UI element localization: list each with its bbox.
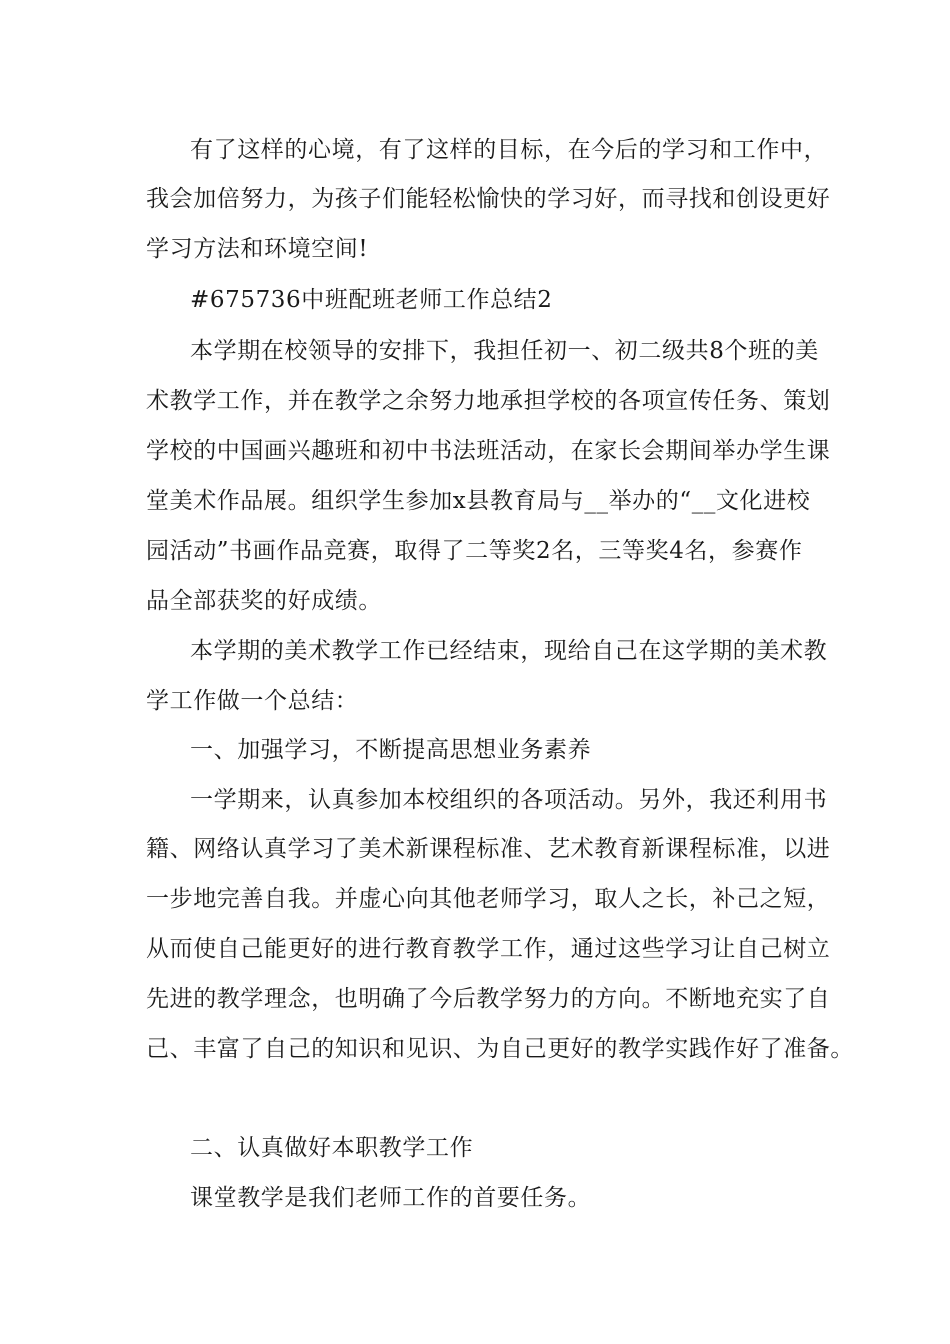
paragraph-2-line-4: 堂美术作品展。组织学生参加x县教育局与__举办的“__文化进校 — [146, 488, 811, 514]
paragraph-3-line-1: 本学期的美术教学工作已经结束，现给自己在这学期的美术教 — [190, 638, 828, 664]
paragraph-5-line-1: 课堂教学是我们老师工作的首要任务。 — [190, 1185, 592, 1211]
section-heading-title: #675736中班配班老师工作总结2 — [190, 287, 553, 313]
paragraph-4-line-4: 从而使自己能更好的进行教育教学工作，通过这些学习让自己树立 — [146, 936, 831, 962]
paragraph-4-line-6: 己、丰富了自己的知识和见识、为自己更好的教学实践作好了准备。 — [146, 1036, 854, 1062]
paragraph-2-line-1: 本学期在校领导的安排下，我担任初一、初二级共8个班的美 — [190, 338, 819, 364]
paragraph-1-line-3: 学习方法和环境空间! — [146, 236, 369, 262]
paragraph-4-line-5: 先进的教学理念，也明确了今后教学努力的方向。不断地充实了自 — [146, 986, 831, 1012]
paragraph-3-line-2: 学工作做一个总结： — [146, 688, 359, 714]
paragraph-2-line-2: 术教学工作，并在教学之余努力地承担学校的各项宣传任务、策划 — [146, 388, 831, 414]
subheading-1: 一、加强学习，不断提高思想业务素养 — [190, 737, 592, 763]
paragraph-4-line-3: 一步地完善自我。并虚心向其他老师学习，取人之长，补己之短， — [146, 886, 831, 912]
paragraph-2-line-6: 品全部获奖的好成绩。 — [146, 588, 382, 614]
paragraph-1-line-2: 我会加倍努力，为孩子们能轻松愉快的学习好，而寻找和创设更好 — [146, 186, 831, 212]
paragraph-1-line-1: 有了这样的心境，有了这样的目标，在今后的学习和工作中， — [190, 137, 828, 163]
paragraph-4-line-2: 籍、网络认真学习了美术新课程标准、艺术教育新课程标准，以进 — [146, 836, 831, 862]
paragraph-4-line-1: 一学期来，认真参加本校组织的各项活动。另外，我还利用书 — [190, 787, 828, 813]
subheading-2: 二、认真做好本职教学工作 — [190, 1135, 474, 1161]
paragraph-2-line-5: 园活动”书画作品竞赛，取得了二等奖2名，三等奖4名，参赛作 — [146, 538, 803, 564]
paragraph-2-line-3: 学校的中国画兴趣班和初中书法班活动，在家长会期间举办学生课 — [146, 438, 831, 464]
